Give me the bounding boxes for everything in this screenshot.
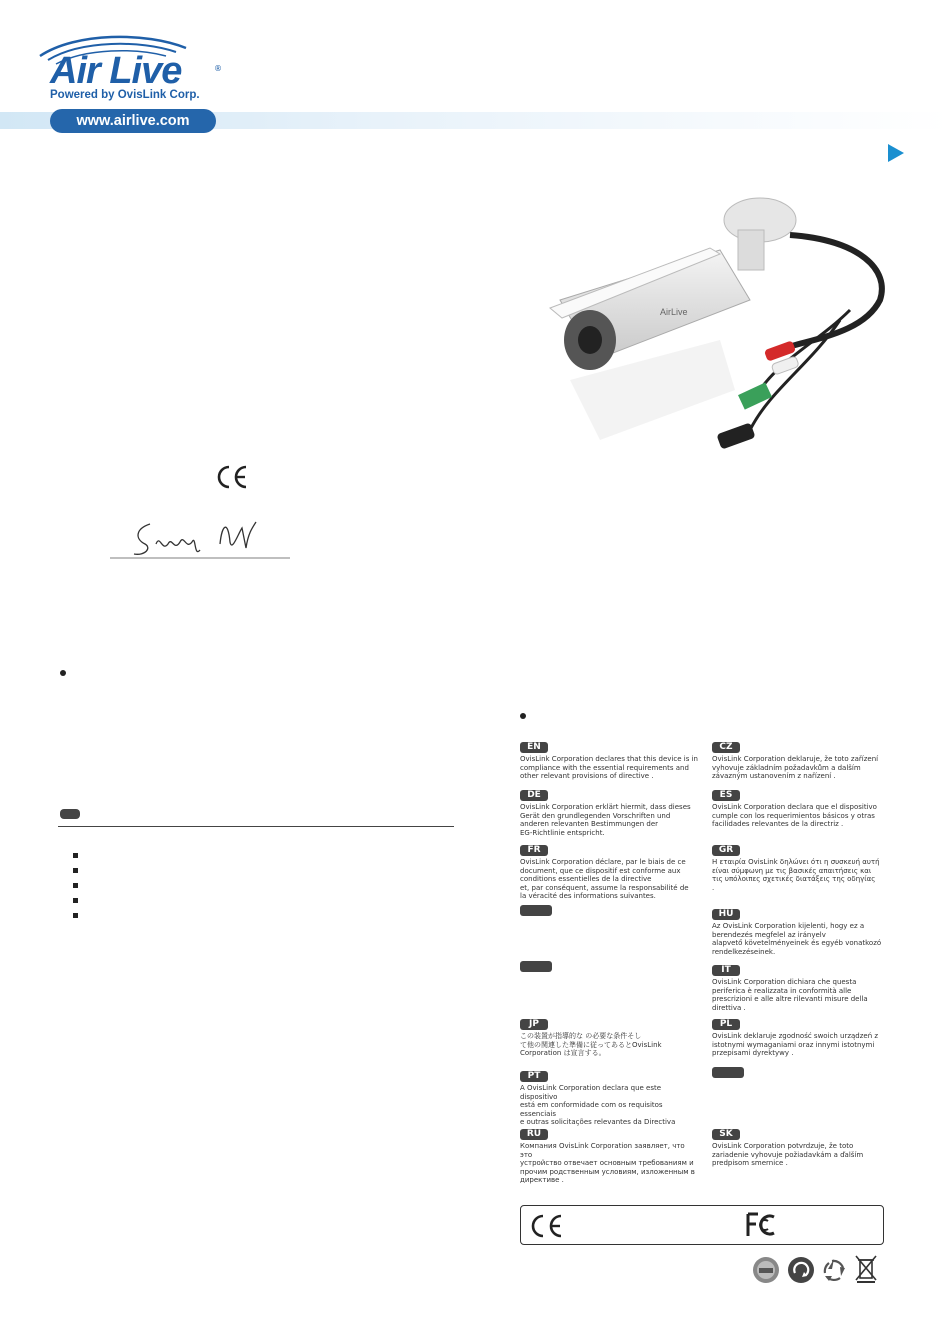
declaration-blank	[520, 901, 698, 920]
declaration-text: OvisLink Corporation declara que el dispositivo cumple con los requerimientos básicos y otras facilidades relevantes de la directriz .	[712, 803, 877, 829]
bullet	[520, 713, 526, 719]
bullet	[60, 670, 66, 676]
declaration-es	[712, 782, 890, 829]
language-tag	[520, 961, 552, 972]
product-camera-image	[520, 190, 910, 480]
list-bullet	[73, 913, 78, 918]
declaration-pl	[712, 1011, 890, 1058]
language-tag: CZ	[712, 742, 740, 753]
fcc-mark	[746, 1212, 778, 1238]
declaration-en	[520, 734, 698, 781]
ce-mark	[215, 464, 249, 490]
declaration-de	[520, 782, 698, 837]
language-tag: FR	[520, 845, 548, 856]
language-tag: JP	[520, 1019, 548, 1030]
language-tag: PL	[712, 1019, 740, 1030]
language-tag: GR	[712, 845, 740, 856]
ce-mark	[528, 1214, 564, 1238]
declaration-text: Компания OvisLink Corporation заявляет, что это устройство отвечает основным требованиям и прочим родственным условиям, изложенным в директиве .	[520, 1142, 695, 1185]
eco-icon	[820, 1256, 848, 1284]
language-tag: EN	[520, 742, 548, 753]
declaration-text: OvisLink deklaruje zgodność swoich urządzeń z istotnymi wymaganiami oraz innymi istotnymi przepisami dyrektywy .	[712, 1032, 879, 1058]
language-tag: HU	[712, 909, 740, 920]
logo-tagline: Powered by OvisLink Corp.	[50, 89, 200, 101]
language-tag: RU	[520, 1129, 548, 1140]
logo-wordmark: Air Live	[50, 50, 182, 92]
language-tag	[520, 905, 552, 916]
declaration-ru	[520, 1121, 698, 1185]
list-bullet	[73, 898, 78, 903]
declaration-blank	[712, 1063, 890, 1082]
language-tag	[60, 809, 80, 819]
declaration-text: Az OvisLink Corporation kijelenti, hogy ez a berendezés megfelel az irányelv alapvető követelményeinek és egyéb vonatkozó rendelkezéseinek.	[712, 922, 882, 956]
section-divider	[58, 826, 454, 827]
declaration-text: OvisLink Corporation deklaruje, že toto zařízení vyhovuje základním požadavkům a dalším závazným ustanovením z nařízení .	[712, 755, 879, 781]
language-tag: PT	[520, 1071, 548, 1082]
declaration-text: OvisLink Corporation erklärt hiermit, dass dieses Gerät den grundlegenden Vorschriften und anderen relevanten Bestimmungen der EG-Richtlinie entspricht.	[520, 803, 691, 837]
declaration-text: この装置が指導的な の必要な条件そし て他の関連した準備に従ってあるとOvisLink Corporation は宣言する。	[520, 1032, 662, 1058]
language-tag: SK	[712, 1129, 740, 1140]
list-bullet	[73, 853, 78, 858]
declaration-text: OvisLink Corporation déclare, par le biais de ce document, que ce dispositif est conforme aux conditions essentielles de la directive et, par conséquent, assume la responsabilité de la véracité des informations suivantes.	[520, 858, 689, 901]
declaration-fr	[520, 837, 698, 901]
declaration-sk	[712, 1121, 890, 1168]
declaration-cz	[712, 734, 890, 781]
declaration-blank	[520, 957, 698, 976]
list-bullet	[73, 883, 78, 888]
list-bullet	[73, 868, 78, 873]
signature	[110, 514, 290, 564]
declaration-text: OvisLink Corporation dichiara che questa periferica è realizzata in conformità alle prescrizioni e alle altre rilevanti misure della direttiva .	[712, 978, 868, 1012]
declaration-it	[712, 957, 890, 1012]
declaration-text: OvisLink Corporation potvrdzuje, že toto zariadenie vyhovuje požiadavkám a ďalším predpisom smernice .	[712, 1142, 864, 1168]
declaration-text: A OvisLink Corporation declara que este dispositivo está em conformidade com os requisitos essenciais e outras solicitações relevantes da Directiva	[520, 1084, 676, 1127]
recycle-icon	[787, 1256, 815, 1284]
language-tag: ES	[712, 790, 740, 801]
registered-mark: ®	[214, 64, 222, 73]
website-url[interactable]: www.airlive.com	[50, 109, 216, 133]
language-tag: IT	[712, 965, 740, 976]
weee-bin-icon	[854, 1254, 878, 1284]
arrow-right-icon	[888, 144, 904, 162]
certification-box	[520, 1205, 884, 1245]
language-tag: DE	[520, 790, 548, 801]
declaration-jp	[520, 1011, 698, 1058]
declaration-hu	[712, 901, 890, 956]
declaration-text: Η εταιρία OvisLink δηλώνει ότι η συσκευή αυτή είναι σύμφωνη με τις βασικές απαιτήσεις και τις υπόλοιπες σχετικές διατάξεις της οδηγίας .	[712, 858, 880, 892]
declaration-text: OvisLink Corporation declares that this device is in compliance with the essential requirements and other relevant provisions of directive .	[520, 755, 698, 781]
svg-text:AirLive: AirLive	[660, 307, 688, 317]
declaration-gr	[712, 837, 890, 892]
iso-9001-icon	[752, 1256, 780, 1284]
language-tag	[712, 1067, 744, 1078]
